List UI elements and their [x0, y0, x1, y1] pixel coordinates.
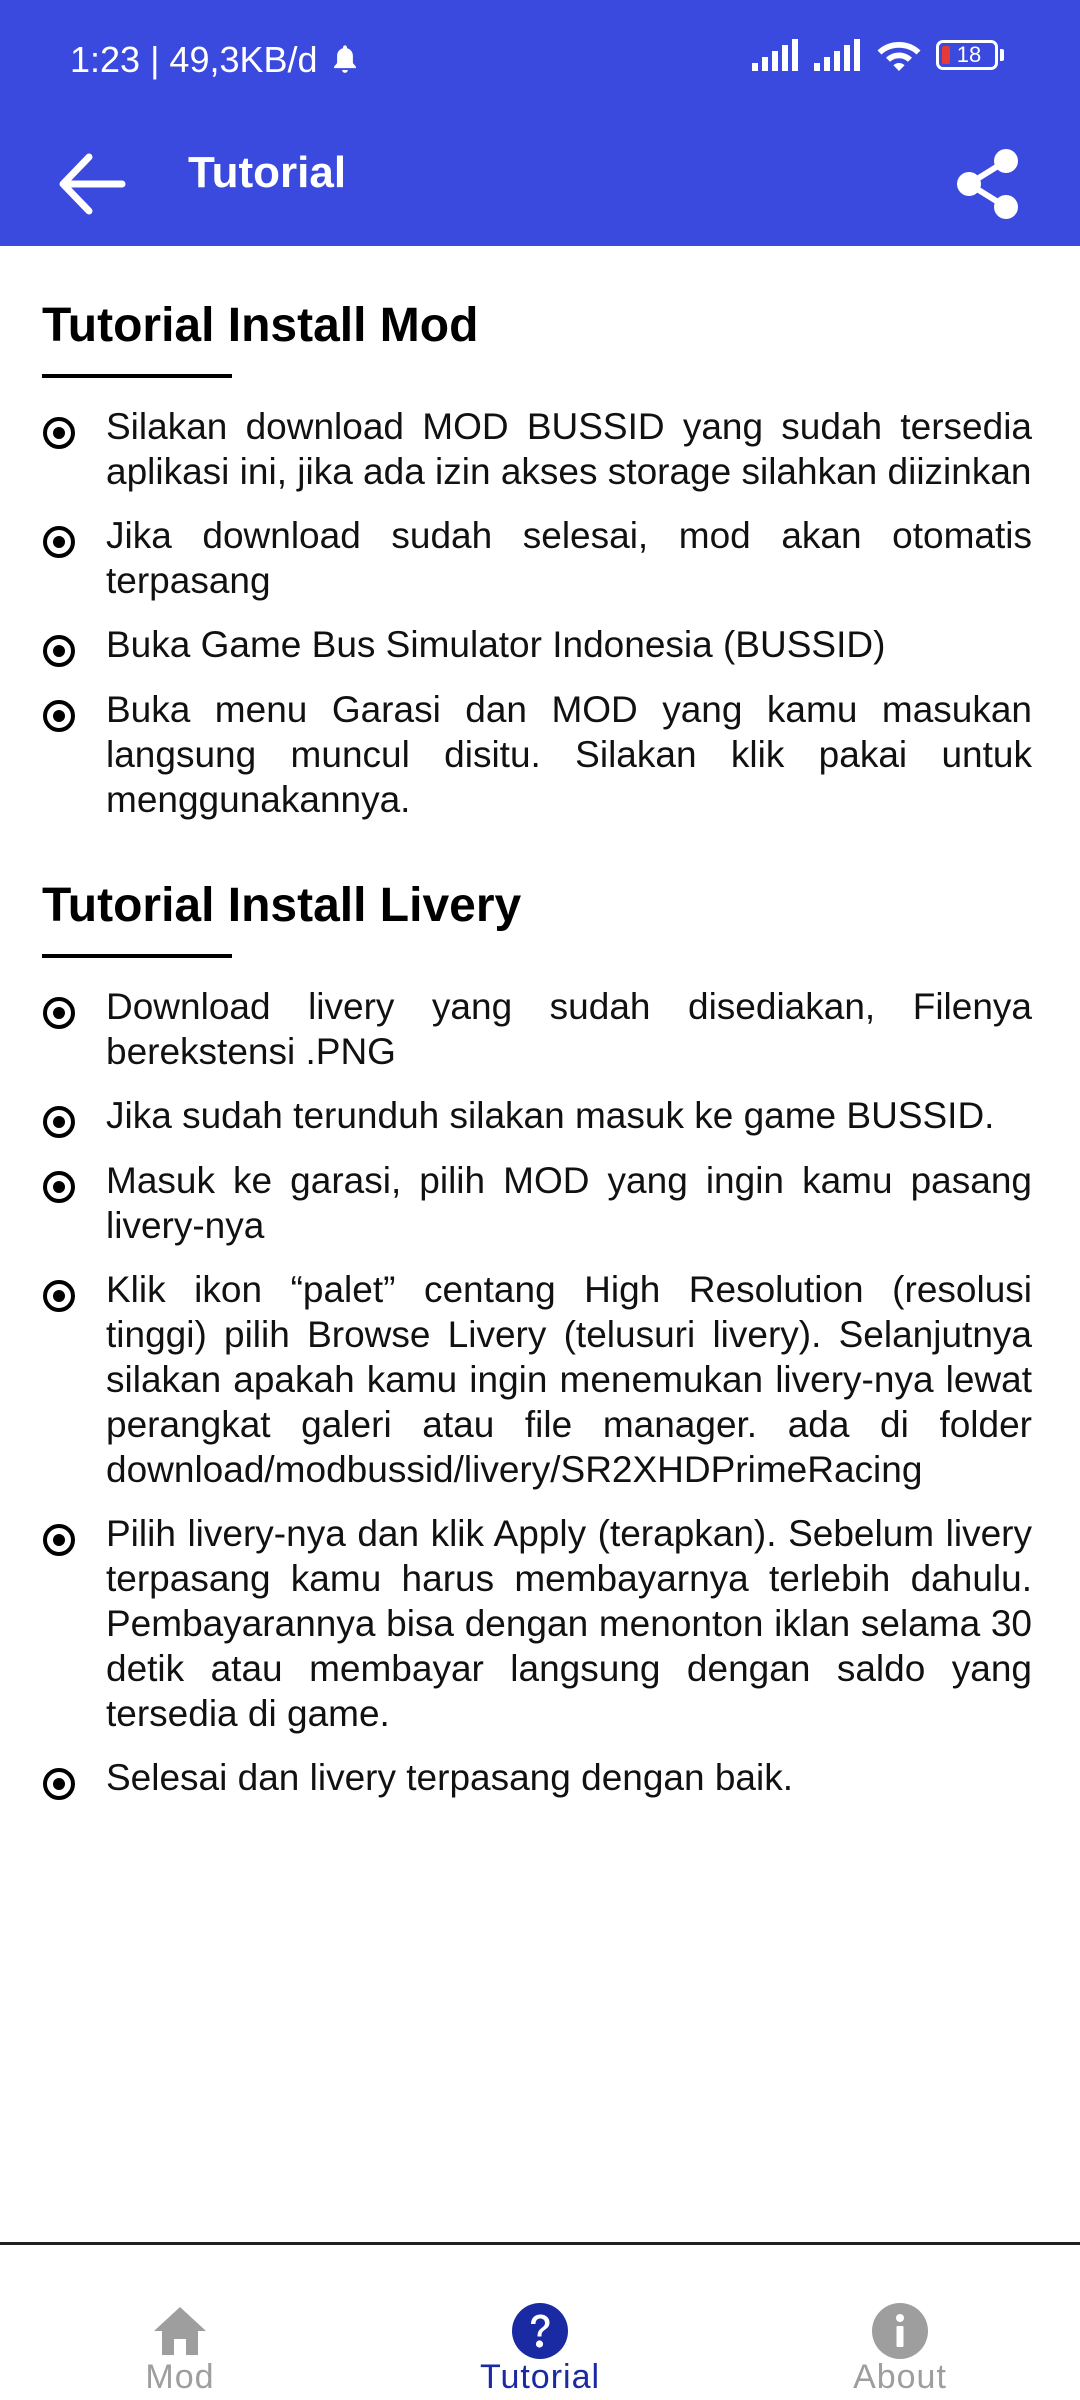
info-icon [870, 2301, 930, 2361]
radio-bullet-icon [42, 634, 76, 668]
list-item [42, 687, 1032, 822]
arrow-left-icon [58, 153, 126, 215]
list-item [42, 513, 1032, 603]
install-mod-steps [42, 404, 1032, 822]
list-item [42, 1267, 1032, 1492]
bell-icon [330, 43, 360, 77]
section-underline [42, 374, 232, 378]
section-title-install-mod: Tutorial Install Mod [42, 299, 479, 352]
step-text: Jika download sudah selesai, mod akan otomatis terpasang [106, 515, 1032, 601]
list-item [42, 1511, 1032, 1736]
status-time-speed: 1:23 | 49,3KB/d [70, 39, 318, 80]
section-title-install-livery: Tutorial Install Livery [42, 879, 522, 932]
list-item [42, 984, 1032, 1074]
radio-bullet-icon [42, 1523, 76, 1557]
battery-icon [936, 40, 1004, 70]
radio-bullet-icon [42, 996, 76, 1030]
radio-bullet-icon [42, 525, 76, 559]
nav-item-tutorial[interactable] [360, 2245, 720, 2400]
step-text: Pilih livery-nya dan klik Apply (terapkan). Sebelum livery terpasang kamu harus membayarnya terlebih dahulu. Pembayarannya bisa dengan menonton iklan selama 30 detik atau membayar langsung dengan saldo yang tersedia di game. [106, 1513, 1032, 1734]
step-text: Selesai dan livery terpasang dengan baik. [106, 1757, 794, 1798]
section-underline [42, 954, 232, 958]
radio-bullet-icon [42, 416, 76, 450]
help-icon [510, 2301, 570, 2361]
step-text: Download livery yang sudah disediakan, Filenya berekstensi .PNG [106, 986, 1032, 1072]
step-text: Masuk ke garasi, pilih MOD yang ingin kamu pasang livery-nya [106, 1160, 1032, 1246]
toolbar [0, 120, 1080, 246]
status-right [752, 38, 1004, 72]
radio-bullet-icon [42, 1767, 76, 1801]
signal-icon [752, 39, 800, 71]
step-text: Silakan download MOD BUSSID yang sudah tersedia aplikasi ini, jika ada izin akses storage silahkan diizinkan [106, 406, 1032, 492]
radio-bullet-icon [42, 699, 76, 733]
install-livery-steps [42, 984, 1032, 1801]
step-text: Jika sudah terunduh silakan masuk ke game BUSSID. [106, 1095, 995, 1136]
share-button[interactable] [946, 142, 1030, 226]
list-item [42, 1158, 1032, 1248]
nav-label-mod: Mod [145, 2358, 215, 2396]
radio-bullet-icon [42, 1105, 76, 1139]
nav-item-mod[interactable] [0, 2245, 360, 2400]
home-icon [150, 2301, 210, 2361]
app-bar [0, 0, 1080, 246]
battery-level: 18 [956, 42, 982, 67]
nav-item-about[interactable] [720, 2245, 1080, 2400]
status-left [70, 36, 360, 84]
tutorial-content [42, 246, 1032, 1820]
battery-fill [942, 46, 950, 64]
list-item [42, 622, 1032, 668]
radio-bullet-icon [42, 1279, 76, 1313]
list-item [42, 1093, 1032, 1139]
page-title: Tutorial [188, 148, 347, 197]
step-text: Buka Game Bus Simulator Indonesia (BUSSID) [106, 624, 886, 665]
battery-body [936, 40, 998, 70]
back-button[interactable] [52, 144, 132, 224]
list-item [42, 404, 1032, 494]
step-text: Buka menu Garasi dan MOD yang kamu masukan langsung muncul disitu. Silakan klik pakai untuk menggunakannya. [106, 689, 1032, 820]
nav-label-tutorial: Tutorial [479, 2358, 601, 2396]
step-text: Klik ikon “palet” centang High Resolution (resolusi tinggi) pilih Browse Livery (telusuri livery). Selanjutnya silakan apakah kamu ingin menemukan livery-nya lewat perangkat galeri atau file manager. ada di folder download/modbussid/livery/SR2XHDPrimeRacing [106, 1269, 1032, 1490]
signal-icon [814, 39, 862, 71]
share-icon [955, 148, 1021, 220]
radio-bullet-icon [42, 1170, 76, 1204]
list-item [42, 1755, 1032, 1801]
nav-label-about: About [853, 2358, 947, 2396]
bottom-navigation [0, 2242, 1080, 2400]
battery-nub [1000, 49, 1004, 61]
status-bar [0, 0, 1080, 120]
wifi-icon [876, 38, 922, 72]
